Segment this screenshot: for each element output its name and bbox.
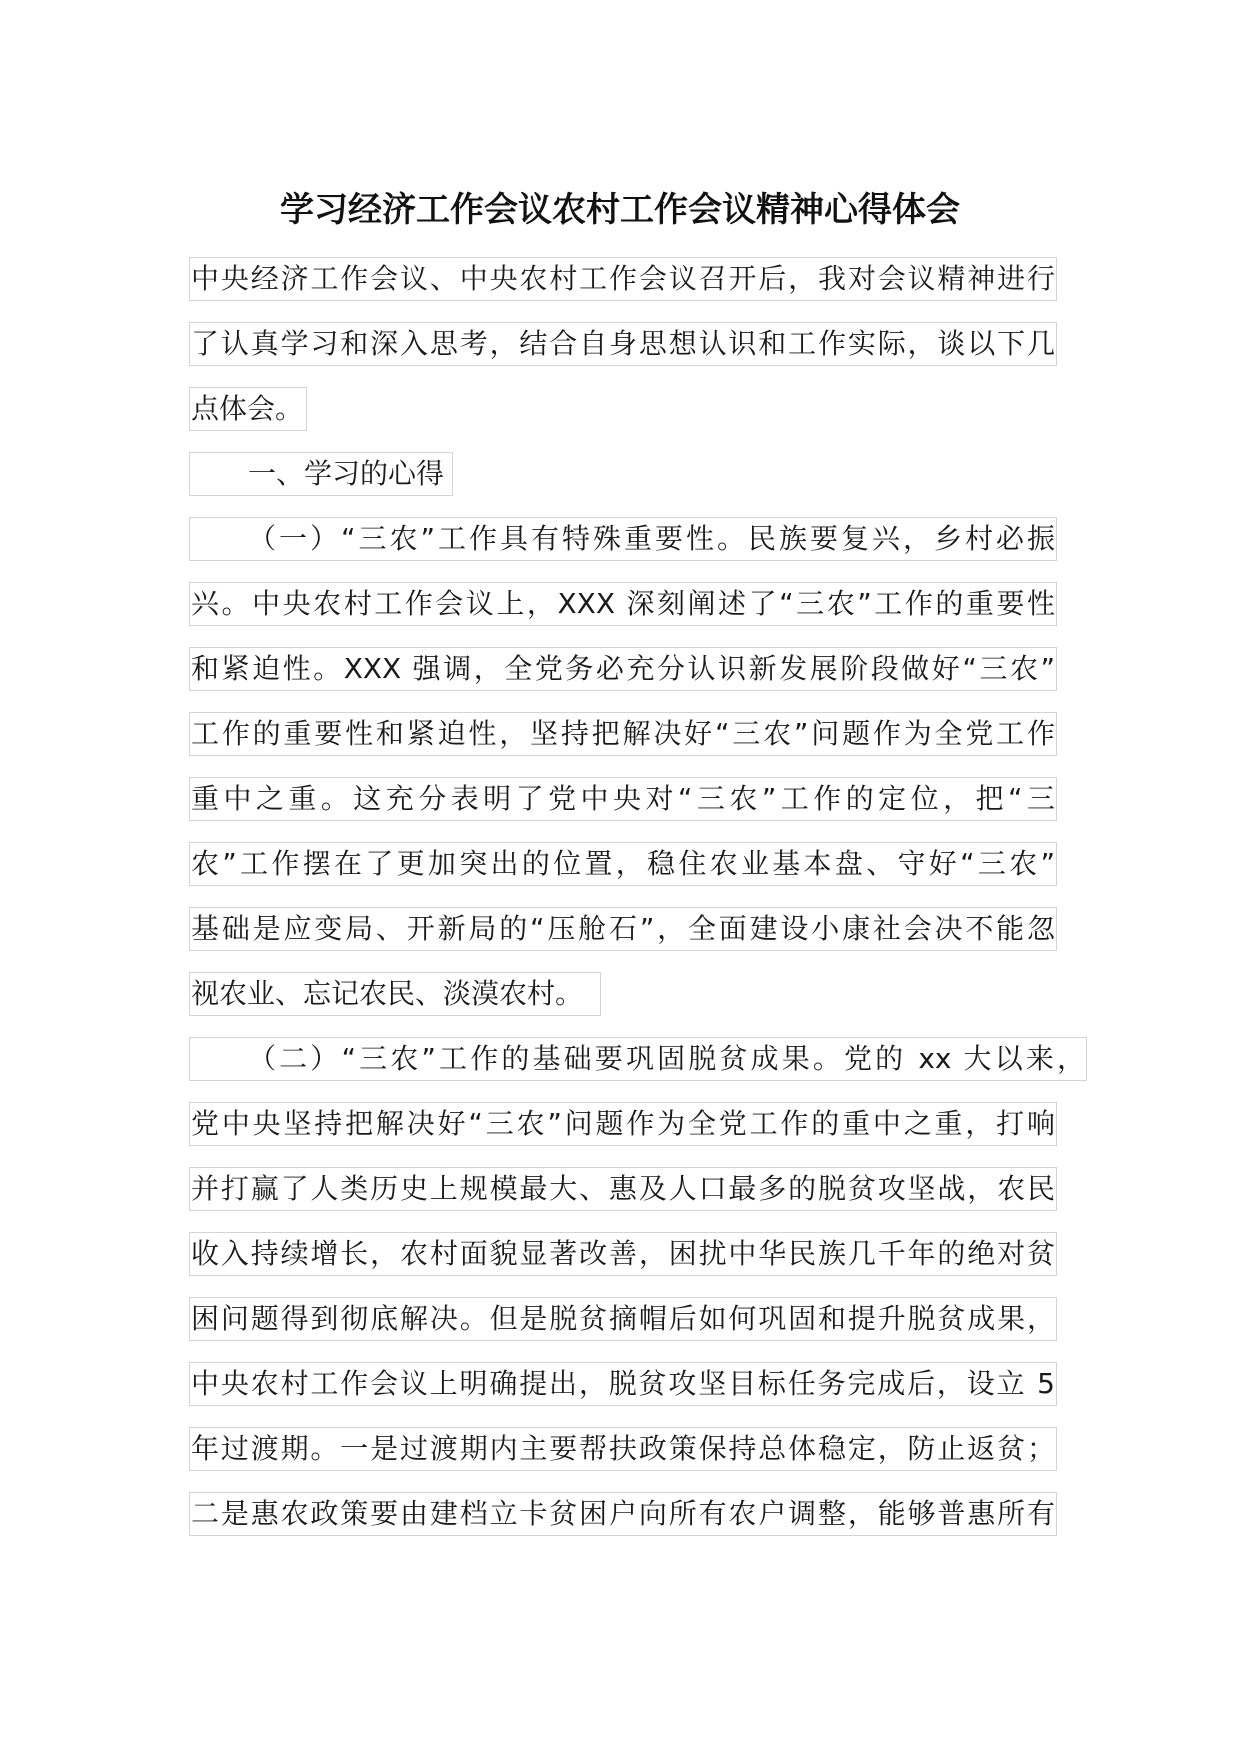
text-line xyxy=(189,1427,1089,1492)
text-line xyxy=(189,582,1089,647)
text-line-content: 并打赢了人类历史上规模最大、惠及人口最多的脱贫攻坚战，农民 xyxy=(189,1167,1057,1211)
text-line-content: 点体会。 xyxy=(189,387,307,431)
document-body xyxy=(189,257,1089,1557)
text-line xyxy=(189,972,1089,1037)
text-line-content: 了认真学习和深入思考，结合自身思想认识和工作实际，谈以下几 xyxy=(189,322,1057,366)
document-title: 学习经济工作会议农村工作会议精神心得体会 xyxy=(280,190,960,230)
text-line-content: 重中之重。这充分表明了党中央对“三农”工作的定位，把“三 xyxy=(189,777,1057,821)
text-line-content: 和紧迫性。XXX 强调，全党务必充分认识新发展阶段做好“三农” xyxy=(189,647,1057,691)
text-line xyxy=(189,907,1089,972)
text-line xyxy=(189,387,1089,452)
text-line-content: 视农业、忘记农民、淡漠农村。 xyxy=(189,972,601,1016)
text-line-content: 二是惠农政策要由建档立卡贫困户向所有农户调整，能够普惠所有 xyxy=(189,1492,1057,1536)
text-line xyxy=(189,647,1089,712)
text-line-content: （一）“三农”工作具有特殊重要性。民族要复兴，乡村必振 xyxy=(189,517,1057,561)
text-line-content: 中央农村工作会议上明确提出，脱贫攻坚目标任务完成后，设立 5 xyxy=(189,1362,1057,1406)
text-line-content: 年过渡期。一是过渡期内主要帮扶政策保持总体稳定，防止返贫； xyxy=(189,1427,1057,1471)
text-line xyxy=(189,777,1089,842)
text-line xyxy=(189,257,1089,322)
text-line xyxy=(189,1167,1089,1232)
text-line-content: 农”工作摆在了更加突出的位置，稳住农业基本盘、守好“三农” xyxy=(189,842,1057,886)
text-line-content: （二）“三农”工作的基础要巩固脱贫成果。党的 xx 大以来， xyxy=(189,1037,1087,1081)
text-line-content: 基础是应变局、开新局的“压舱石”，全面建设小康社会决不能忽 xyxy=(189,907,1057,951)
text-line xyxy=(189,842,1089,907)
text-line xyxy=(189,517,1089,582)
text-line xyxy=(189,1037,1089,1102)
text-line-content: 党中央坚持把解决好“三农”问题作为全党工作的重中之重，打响 xyxy=(189,1102,1057,1146)
text-line xyxy=(189,1297,1089,1362)
text-line-content: 中央经济工作会议、中央农村工作会议召开后，我对会议精神进行 xyxy=(189,257,1057,301)
text-line xyxy=(189,1102,1089,1167)
text-line xyxy=(189,1362,1089,1427)
text-line xyxy=(189,1232,1089,1297)
text-line xyxy=(189,322,1089,387)
section-heading xyxy=(189,452,1089,517)
text-line xyxy=(189,1492,1089,1557)
text-line-content: 工作的重要性和紧迫性，坚持把解决好“三农”问题作为全党工作 xyxy=(189,712,1057,756)
section-heading-text: 一、学习的心得 xyxy=(189,452,453,496)
text-line xyxy=(189,712,1089,777)
text-line-content: 困问题得到彻底解决。但是脱贫摘帽后如何巩固和提升脱贫成果， xyxy=(189,1297,1057,1341)
text-line-content: 兴。中央农村工作会议上，XXX 深刻阐述了“三农”工作的重要性 xyxy=(189,582,1057,626)
text-line-content: 收入持续增长，农村面貌显著改善，困扰中华民族几千年的绝对贫 xyxy=(189,1232,1057,1276)
